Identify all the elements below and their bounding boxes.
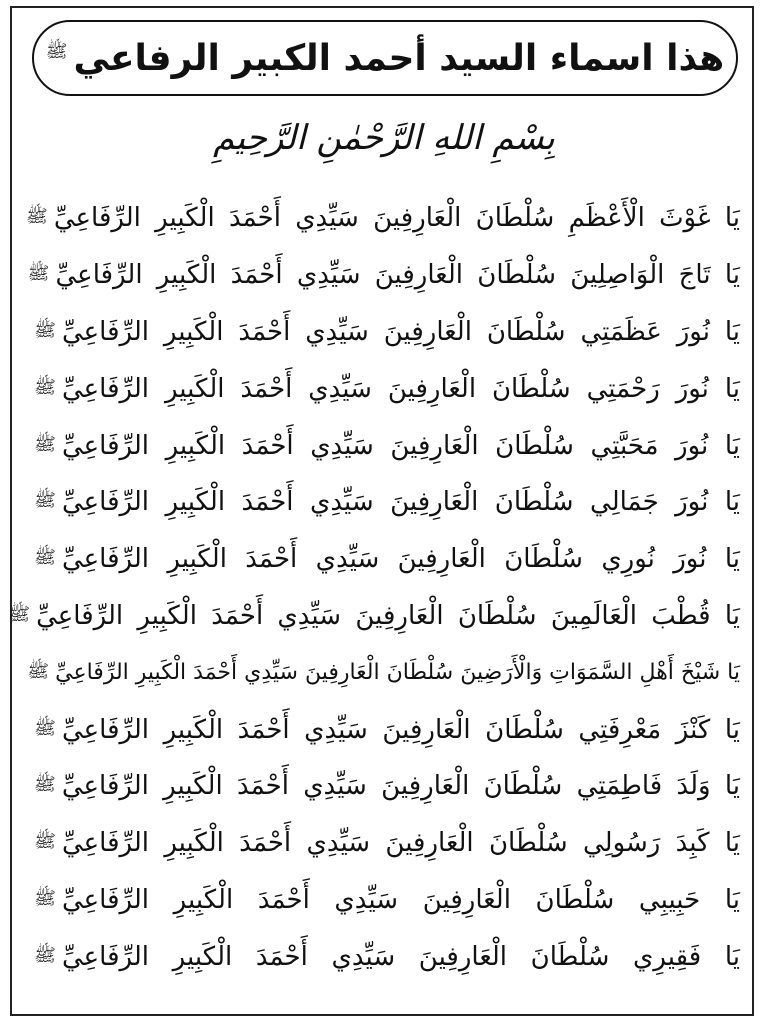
honorific-icon: ﷺ — [27, 263, 50, 285]
invocation-text: يَا كَبِدَ رَسُولِي سُلْطَانَ الْعَارِفِينَ سَيِّدِي أَحْمَدَ الْكَبِيرِ الرِّفَاعِيِّ — [62, 828, 740, 859]
invocation-line — [28, 304, 740, 361]
title-banner — [32, 20, 738, 96]
invocation-text: يَا وَلَدَ فَاطِمَتِي سُلْطَانَ الْعَارِفِينَ سَيِّدِي أَحْمَدَ الْكَبِيرِ الرِّفَاعِيِّ — [61, 771, 740, 802]
honorific-icon: ﷺ — [34, 831, 56, 853]
honorific-icon: ﷺ — [26, 206, 48, 228]
invocation-line — [28, 417, 740, 474]
invocation-line — [28, 247, 740, 304]
invocation-line — [28, 190, 740, 247]
invocation-line — [8, 588, 740, 645]
invocation-text: يَا تَاجَ الْوَاصِلِينَ سُلْطَانَ الْعَارِفِينَ سَيِّدِي أَحْمَدَ الْكَبِيرِ الرِّفَاعِيِّ — [55, 260, 740, 291]
invocation-text: يَا نُورَ نُورِي سُلْطَانَ الْعَارِفِينَ سَيِّدِي أَحْمَدَ الْكَبِيرِ الرِّفَاعِيِّ — [62, 544, 740, 575]
invocation-text: يَا نُورَ جَمَالِي سُلْطَانَ الْعَارِفِينَ سَيِّدِي أَحْمَدَ الْكَبِيرِ الرِّفَاعِيِّ — [62, 487, 740, 518]
honorific-icon: ﷺ — [34, 319, 56, 341]
honorific-icon: ﷺ — [27, 660, 50, 682]
invocation-line — [28, 360, 740, 417]
invocation-text: يَا شَيْخَ أَهْلِ السَّمَوَاتِ وَالْأَرَضِينَ سُلْطَانَ الْعَارِفِينَ سَيِّدِي أَحْمَدَ الْكَبِيرِ الرِّفَاعِيِّ — [55, 660, 740, 686]
honorific-icon: ﷺ — [34, 717, 56, 739]
invocation-line — [28, 701, 740, 758]
honorific-icon: ﷺ — [34, 433, 56, 455]
invocation-line — [28, 758, 740, 815]
honorific-icon: ﷺ — [33, 774, 56, 796]
invocation-line — [28, 928, 740, 985]
invocation-list — [8, 190, 740, 985]
invocation-line — [28, 474, 740, 531]
invocation-text: يَا كَنْزَ مَعْرِفَتِي سُلْطَانَ الْعَارِفِينَ سَيِّدِي أَحْمَدَ الْكَبِيرِ الرِّفَاعِيِّ — [62, 714, 740, 745]
invocation-text: يَا فَقِيرِي سُلْطَانَ الْعَارِفِينَ سَيِّدِي أَحْمَدَ الْكَبِيرِ الرِّفَاعِيِّ — [62, 941, 740, 972]
honorific-icon: ﷺ — [34, 490, 56, 512]
invocation-text: يَا غَوْثَ الْأَعْظَمِ سُلْطَانَ الْعَارِفِينَ سَيِّدِي أَحْمَدَ الْكَبِيرِ الرِّفَاعِيِّ — [53, 203, 740, 234]
invocation-text: يَا نُورَ عَظَمَتِي سُلْطَانَ الْعَارِفِينَ سَيِّدِي أَحْمَدَ الْكَبِيرِ الرِّفَاعِيِّ — [62, 316, 740, 347]
title-text: هذا اسماء السيد أحمد الكبير الرفاعي — [73, 37, 725, 79]
honorific-icon: ﷺ — [34, 944, 56, 966]
honorific-icon: ﷺ — [34, 547, 56, 569]
page-title — [46, 38, 724, 79]
invocation-text: يَا نُورَ مَحَبَّتِي سُلْطَانَ الْعَارِفِينَ سَيِّدِي أَحْمَدَ الْكَبِيرِ الرِّفَاعِيِّ — [62, 430, 740, 461]
invocation-line — [28, 531, 740, 588]
invocation-line — [28, 815, 740, 872]
invocation-text: يَا قُطْبَ الْعَالَمِينَ سُلْطَانَ الْعَارِفِينَ سَيِّدِي أَحْمَدَ الْكَبِيرِ الرِّفَاعِيِّ — [36, 600, 740, 631]
honorific-icon: ﷺ — [34, 376, 56, 398]
honorific-icon: ﷺ — [34, 887, 56, 909]
basmala-calligraphy: بِسْمِ اللهِ الرَّحْمٰنِ الرَّحِيمِ — [213, 118, 555, 158]
invocation-line — [28, 644, 740, 701]
invocation-line — [28, 872, 740, 929]
invocation-text: يَا نُورَ رَحْمَتِي سُلْطَانَ الْعَارِفِينَ سَيِّدِي أَحْمَدَ الْكَبِيرِ الرِّفَاعِيِّ — [62, 373, 740, 404]
honorific-icon: ﷺ — [8, 603, 30, 625]
title-honorific: ﷺ — [45, 40, 68, 62]
invocation-text: يَا حَبِيبِي سُلْطَانَ الْعَارِفِينَ سَيِّدِي أَحْمَدَ الْكَبِيرِ الرِّفَاعِيِّ — [62, 884, 740, 915]
